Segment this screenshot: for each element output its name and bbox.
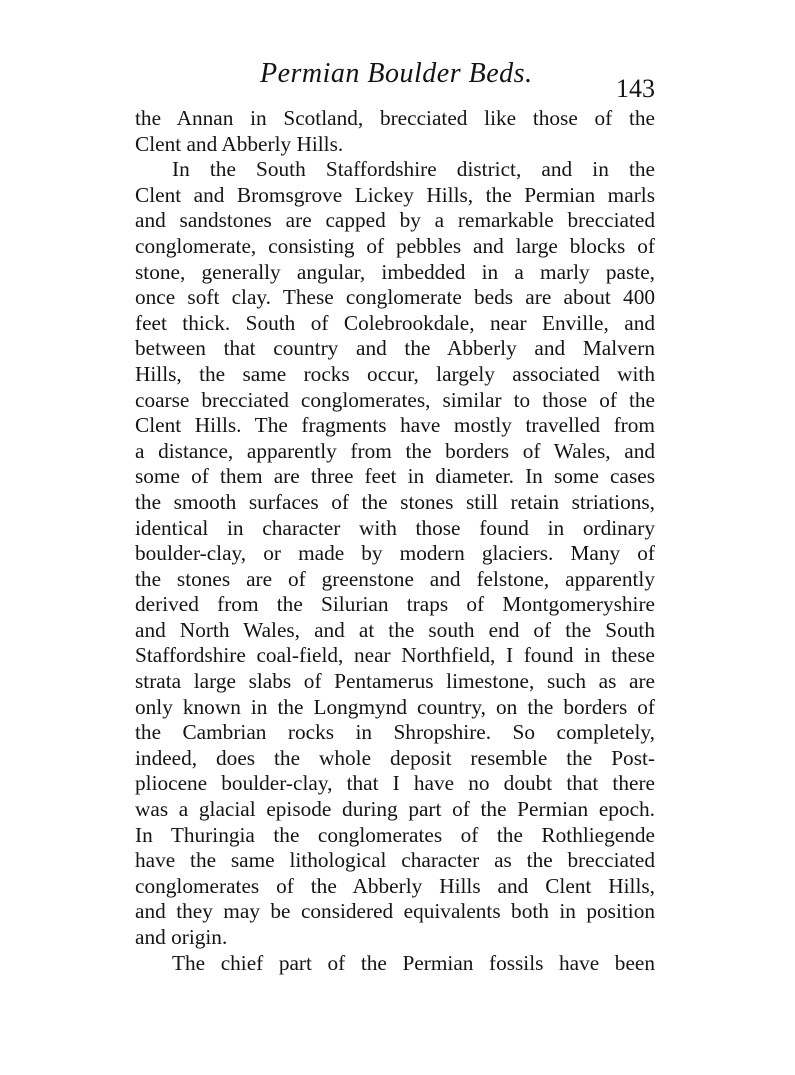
text-line: derived from the Silurian traps of Montgomeryshire — [135, 592, 655, 617]
text-line: have the same lithological character as the brecciated — [135, 848, 655, 873]
text-line: Hills, the same rocks occur, largely associated with — [135, 361, 655, 386]
text-line: pliocene boulder-clay, that I have no doubt that there — [135, 771, 655, 796]
text-line: feet thick. South of Colebrookdale, near Enville, and — [135, 310, 655, 335]
text-line: the smooth surfaces of the stones still retain striations, — [135, 489, 655, 514]
text-line: Clent Hills. The fragments have mostly travelled from — [135, 413, 655, 438]
text-line: only known in the Longmynd country, on the borders of — [135, 694, 655, 719]
text-line: the Annan in Scotland, brecciated like those of the — [135, 106, 655, 130]
running-title: Permian Boulder Beds. — [260, 58, 533, 89]
text-line: conglomerates of the Abberly Hills and Clent Hills, — [135, 873, 655, 898]
text-line: conglomerate, consisting of pebbles and large blocks of — [135, 233, 655, 258]
text-line: a distance, apparently from the borders of Wales, and — [135, 438, 655, 463]
text-line: The chief part of the Permian fossils have been — [172, 950, 655, 975]
text-line: boulder-clay, or made by modern glaciers. Many of — [135, 541, 655, 566]
text-line: the Cambrian rocks in Shropshire. So completely, — [135, 720, 655, 745]
text-line: and sandstones are capped by a remarkable brecciated — [135, 208, 655, 233]
text-line: indeed, does the whole deposit resemble the Post- — [135, 745, 655, 770]
text-line: and origin. — [135, 925, 228, 949]
text-line: and North Wales, and at the south end of the South — [135, 617, 655, 642]
text-line: In the South Staffordshire district, and in the — [172, 157, 655, 182]
text-line: Clent and Bromsgrove Lickey Hills, the Permian marls — [135, 182, 655, 207]
page-number: 143 — [616, 74, 655, 103]
text-line: Staffordshire coal-field, near Northfield, I found in these — [135, 643, 655, 668]
text-line: was a glacial episode during part of the Permian epoch. — [135, 797, 655, 822]
text-line: some of them are three feet in diameter. In some cases — [135, 464, 655, 489]
text-line: Clent and Abberly Hills. — [135, 131, 344, 156]
text-line: between that country and the Abberly and Malvern — [135, 336, 655, 361]
text-line: In Thuringia the conglomerates of the Rothliegende — [135, 822, 655, 847]
text-line: coarse brecciated conglomerates, similar to those of the — [135, 387, 655, 412]
running-head — [135, 58, 655, 103]
text-line: identical in character with those found in ordinary — [135, 515, 655, 540]
text-line: the stones are of greenstone and felstone, apparently — [135, 566, 655, 591]
body-text — [135, 106, 655, 976]
text-line: and they may be considered equivalents both in position — [135, 899, 655, 924]
text-line: once soft clay. These conglomerate beds are about 400 — [135, 285, 655, 310]
text-line: stone, generally angular, imbedded in a marly paste, — [135, 259, 655, 284]
text-line: strata large slabs of Pentamerus limestone, such as are — [135, 669, 655, 694]
